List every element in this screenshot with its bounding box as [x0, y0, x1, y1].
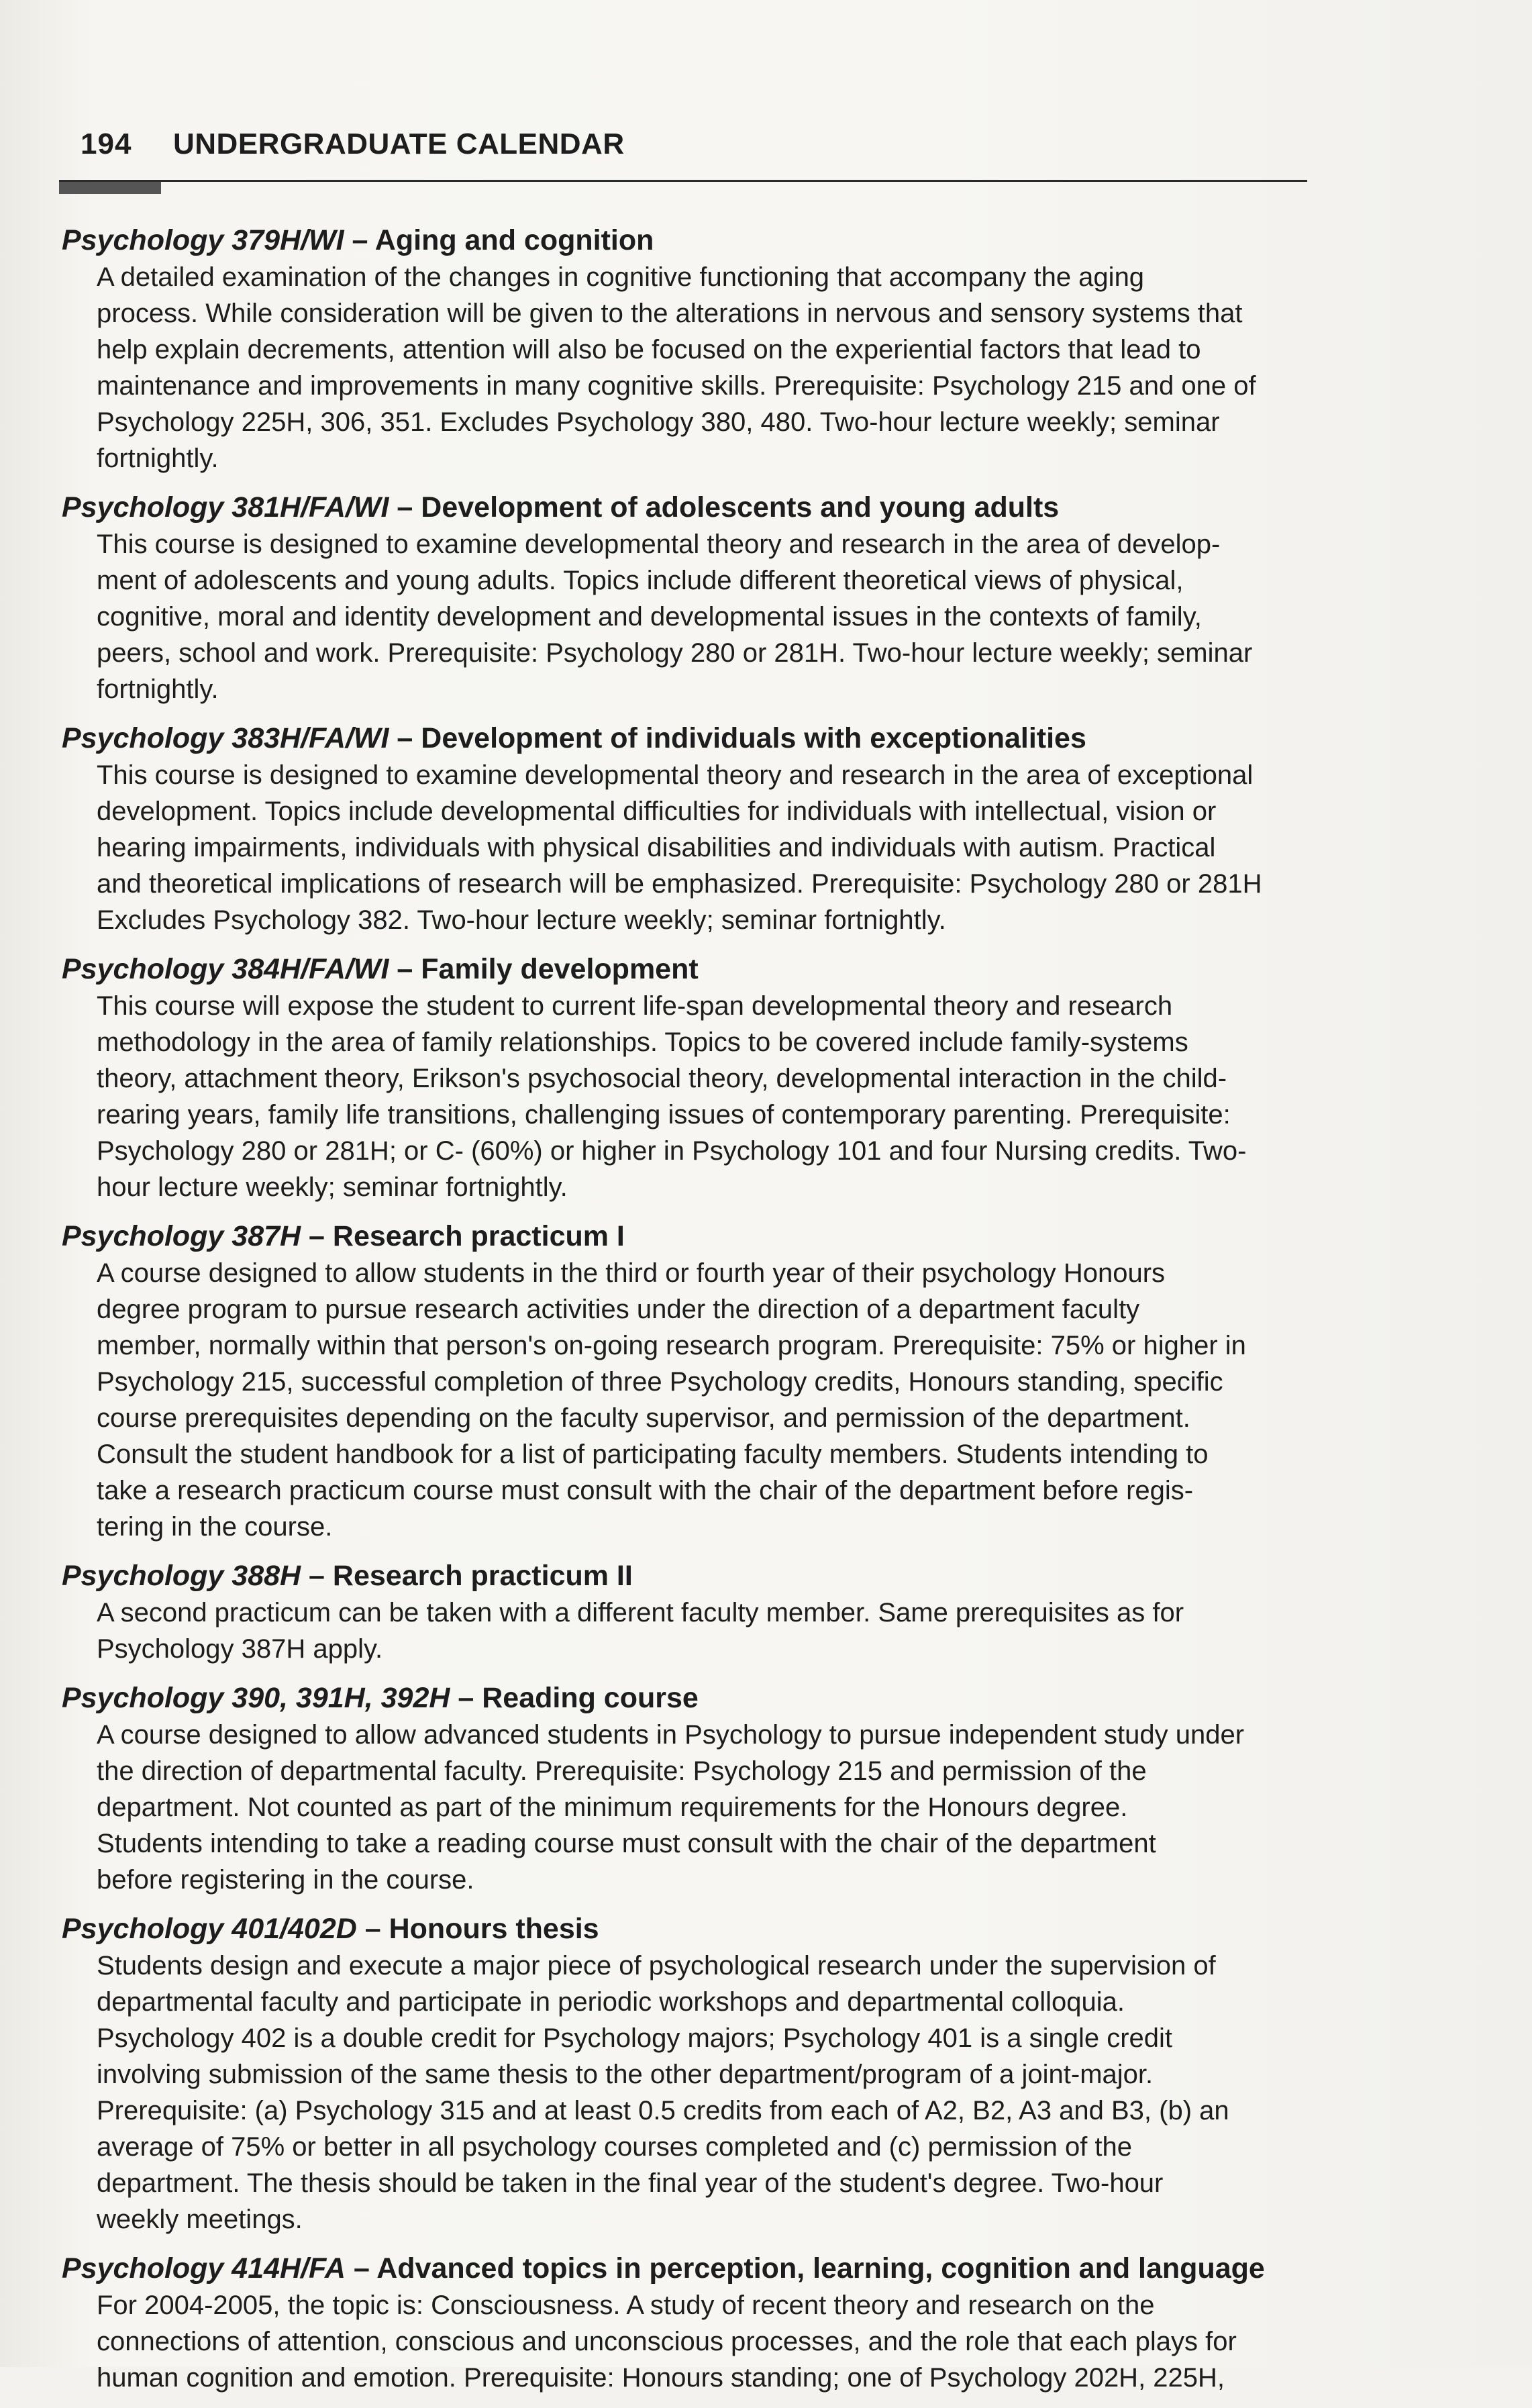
course-code: Psychology 390, 391H, 392H: [62, 1682, 450, 1714]
course-entry: [62, 489, 1323, 707]
course-description: [97, 1717, 1323, 1898]
course-heading: [62, 489, 1323, 526]
course-description: [97, 1948, 1323, 2238]
description-line: help explain decrements, attention will also be focused on the experiential factors that lead to: [97, 335, 1201, 364]
description-line: take a research practicum course must consult with the chair of the department before regis-: [97, 1476, 1194, 1505]
course-heading: [62, 1557, 1323, 1595]
description-line: connections of attention, conscious and unconscious processes, and the role that each plays for: [97, 2327, 1237, 2356]
course-separator: –: [356, 1913, 389, 1945]
course-title: Family development: [421, 953, 699, 985]
description-line: peers, school and work. Prerequisite: Psychology 280 or 281H. Two-hour lecture weekly; seminar: [97, 638, 1253, 668]
course-code: Psychology 383H/FA/WI: [62, 722, 389, 754]
description-line: departmental faculty and participate in periodic workshops and departmental colloquia.: [97, 1987, 1125, 2017]
course-separator: –: [389, 491, 421, 523]
description-line: department. The thesis should be taken in the final year of the student's degree. Two-hour: [97, 2168, 1164, 2198]
course-code: Psychology 414H/FA: [62, 2252, 346, 2285]
course-code: Psychology 381H/FA/WI: [62, 491, 389, 523]
description-line: process. While consideration will be given to the alterations in nervous and sensory systems that: [97, 299, 1243, 328]
course-title: Research practicum II: [332, 1560, 633, 1592]
course-title: Advanced topics in perception, learning, cognition and language: [376, 2252, 1265, 2285]
course-entry: [62, 1679, 1323, 1898]
description-line: This course is designed to examine developmental theory and research in the area of develop-: [97, 530, 1221, 559]
description-line: member, normally within that person's on-going research program. Prerequisite: 75% or higher in: [97, 1331, 1246, 1360]
course-entry: [62, 221, 1323, 476]
course-description: [97, 2287, 1323, 2396]
description-line: Psychology 280 or 281H; or C- (60%) or higher in Psychology 101 and four Nursing credits. Two-: [97, 1136, 1247, 1166]
course-title: Development of adolescents and young adults: [421, 491, 1060, 523]
description-line: tering in the course.: [97, 1512, 333, 1542]
course-title: Aging and cognition: [374, 224, 654, 256]
header-rule-accent: [59, 182, 161, 194]
course-code: Psychology 401/402D: [62, 1913, 357, 1945]
course-description: [97, 526, 1323, 707]
description-line: degree program to pursue research activities under the direction of a department faculty: [97, 1295, 1140, 1324]
description-line: cognitive, moral and identity development and developmental issues in the contexts of family,: [97, 602, 1202, 632]
course-entry: [62, 2250, 1323, 2396]
course-title: Research practicum I: [332, 1220, 625, 1252]
description-line: For 2004-2005, the topic is: Consciousness. A study of recent theory and research on the: [97, 2291, 1155, 2320]
page-number: 194: [81, 128, 132, 160]
course-separator: –: [389, 953, 421, 985]
description-line: average of 75% or better in all psychology courses completed and (c) permission of the: [97, 2132, 1133, 2162]
description-line: the direction of departmental faculty. Prerequisite: Psychology 215 and permission of the: [97, 1756, 1147, 1786]
description-line: Psychology 402 is a double credit for Psychology majors; Psychology 401 is a single credit: [97, 2023, 1173, 2053]
course-title: Honours thesis: [389, 1913, 599, 1945]
description-line: A second practicum can be taken with a different faculty member. Same prerequisites as for: [97, 1598, 1184, 1627]
description-line: department. Not counted as part of the minimum requirements for the Honours degree.: [97, 1793, 1128, 1822]
description-line: Psychology 215, successful completion of three Psychology credits, Honours standing, specific: [97, 1367, 1223, 1397]
description-line: human cognition and emotion. Prerequisite: Honours standing; one of Psychology 202H, 225H,: [97, 2363, 1225, 2393]
description-line: Psychology 387H apply.: [97, 1634, 383, 1664]
course-code: Psychology 388H: [62, 1560, 301, 1592]
course-separator: –: [450, 1682, 482, 1714]
description-line: A course designed to allow advanced students in Psychology to pursue independent study under: [97, 1720, 1245, 1750]
course-heading: [62, 2250, 1323, 2287]
description-line: This course will expose the student to current life-span developmental theory and research: [97, 991, 1173, 1021]
description-line: theory, attachment theory, Erikson's psychosocial theory, developmental interaction in the child-: [97, 1064, 1227, 1093]
course-separator: –: [346, 2252, 377, 2285]
course-entry: [62, 1557, 1323, 1667]
course-heading: [62, 1217, 1323, 1255]
description-line: Excludes Psychology 382. Two-hour lecture weekly; seminar fortnightly.: [97, 905, 946, 935]
course-separator: –: [389, 722, 421, 754]
course-heading: [62, 1679, 1323, 1717]
description-line: and theoretical implications of research will be emphasized. Prerequisite: Psychology 280 or 281H: [97, 869, 1262, 899]
description-line: weekly meetings.: [97, 2205, 303, 2234]
course-separator: –: [301, 1560, 333, 1592]
description-line: A detailed examination of the changes in cognitive functioning that accompany the aging: [97, 262, 1145, 292]
course-heading: [62, 950, 1323, 988]
course-code: Psychology 379H/WI: [62, 224, 344, 256]
description-line: Students design and execute a major piece of psychological research under the supervision of: [97, 1951, 1216, 1980]
description-line: fortnightly.: [97, 444, 219, 473]
course-title: Development of individuals with exceptionalities: [421, 722, 1086, 754]
description-line: A course designed to allow students in the third or fourth year of their psychology Honours: [97, 1258, 1166, 1288]
description-line: Psychology 225H, 306, 351. Excludes Psychology 380, 480. Two-hour lecture weekly; seminar: [97, 407, 1220, 437]
description-line: involving submission of the same thesis to the other department/program of a joint-major.: [97, 2060, 1154, 2089]
running-head: UNDERGRADUATE CALENDAR: [173, 128, 625, 160]
course-separator: –: [301, 1220, 333, 1252]
description-line: Prerequisite: (a) Psychology 315 and at least 0.5 credits from each of A2, B2, A3 and B3, (b) an: [97, 2096, 1229, 2125]
page-header: [59, 128, 1307, 181]
description-line: rearing years, family life transitions, challenging issues of contemporary parenting. Prerequisite:: [97, 1100, 1231, 1130]
course-entry: [62, 1217, 1323, 1545]
course-description: [97, 259, 1323, 476]
course-description: [97, 1595, 1323, 1667]
description-line: methodology in the area of family relationships. Topics to be covered include family-systems: [97, 1027, 1188, 1057]
description-line: fortnightly.: [97, 674, 219, 704]
description-line: hearing impairments, individuals with physical disabilities and individuals with autism. Practical: [97, 833, 1216, 862]
description-line: course prerequisites depending on the faculty supervisor, and permission of the department.: [97, 1403, 1190, 1433]
course-separator: –: [344, 224, 375, 256]
description-line: maintenance and improvements in many cognitive skills. Prerequisite: Psychology 215 and one of: [97, 371, 1256, 401]
description-line: ment of adolescents and young adults. Topics include different theoretical views of physical,: [97, 566, 1184, 595]
course-code: Psychology 387H: [62, 1220, 301, 1252]
course-heading: [62, 719, 1323, 757]
course-listing: [62, 221, 1323, 2408]
course-code: Psychology 384H/FA/WI: [62, 953, 389, 985]
course-title: Reading course: [482, 1682, 699, 1714]
course-entry: [62, 950, 1323, 1205]
description-line: hour lecture weekly; seminar fortnightly.: [97, 1172, 568, 1202]
course-entry: [62, 719, 1323, 938]
header-rule: [59, 180, 1307, 182]
description-line: This course is designed to examine developmental theory and research in the area of exceptional: [97, 760, 1254, 790]
description-line: before registering in the course.: [97, 1865, 474, 1895]
course-heading: [62, 1910, 1323, 1948]
description-line: Students intending to take a reading course must consult with the chair of the department: [97, 1829, 1156, 1858]
description-line: development. Topics include developmental difficulties for individuals with intellectual, vision or: [97, 797, 1217, 826]
course-description: [97, 757, 1323, 938]
description-line: Consult the student handbook for a list of participating faculty members. Students intending to: [97, 1440, 1209, 1469]
course-entry: [62, 1910, 1323, 2238]
course-description: [97, 1255, 1323, 1545]
course-heading: [62, 221, 1323, 259]
course-description: [97, 988, 1323, 1205]
